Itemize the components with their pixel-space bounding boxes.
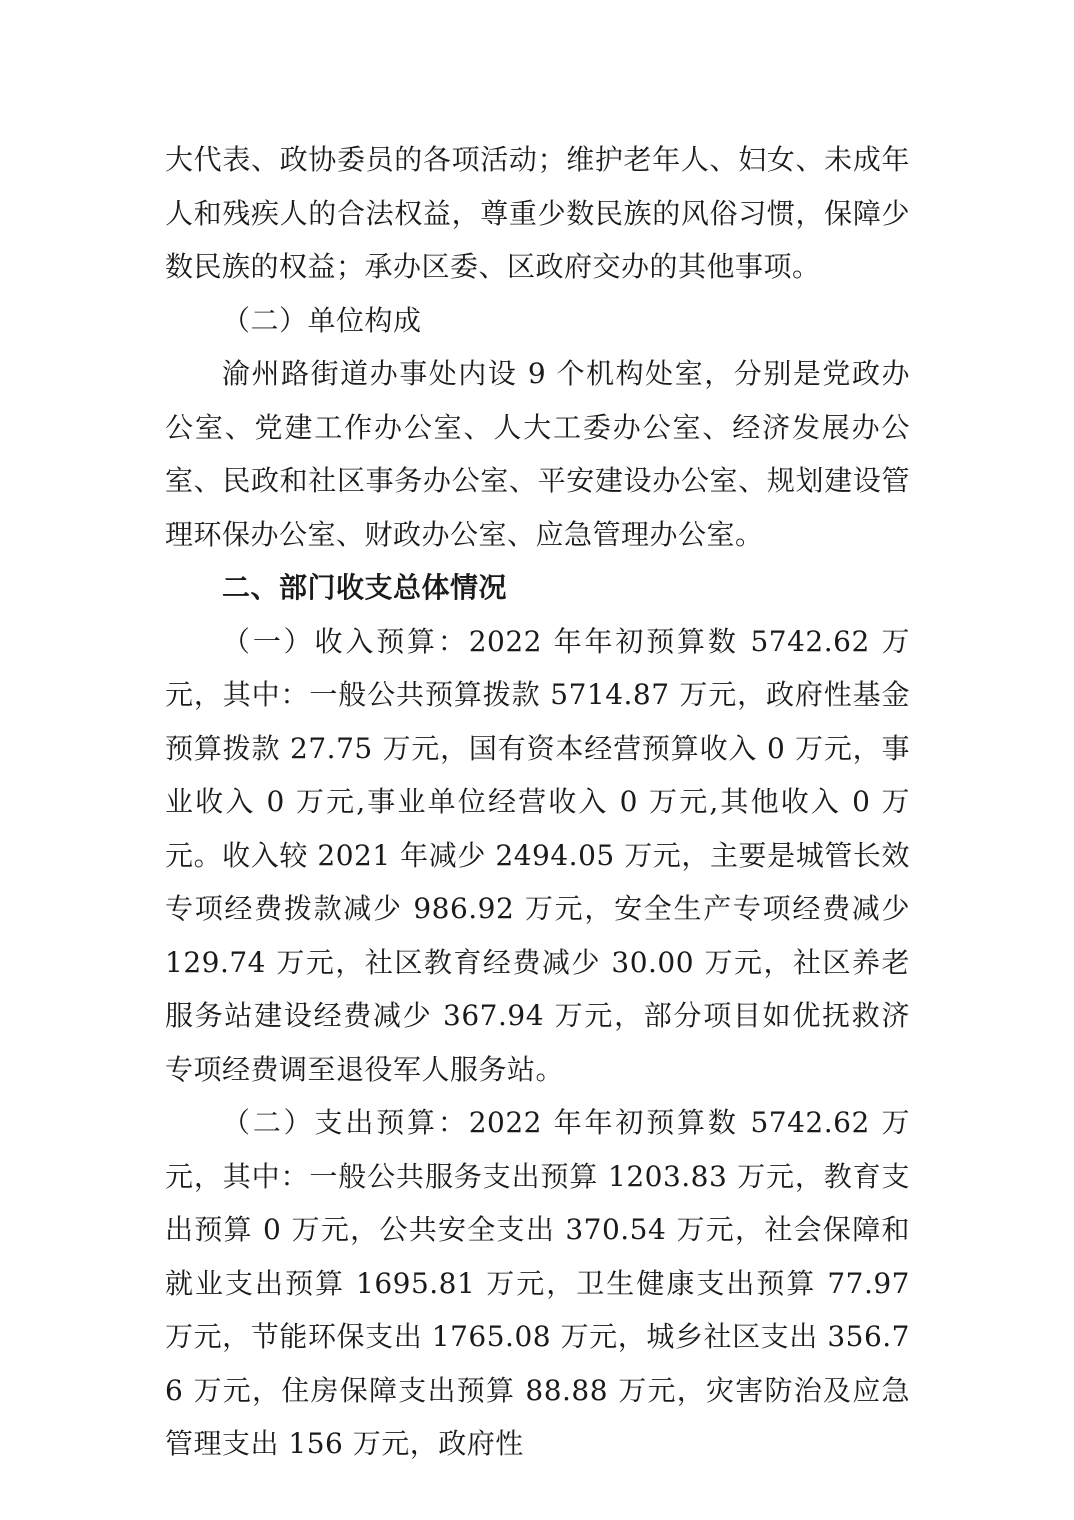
paragraph-duties-continued: 大代表、政协委员的各项活动；维护老年人、妇女、未成年人和残疾人的合法权益，尊重少数民族的风俗习惯，保障少数民族的权益；承办区委、区政府交办的其他事项。 xyxy=(165,143,910,283)
paragraph-unit-composition: 渝州路街道办事处内设 9 个机构处室，分别是党政办公室、党建工作办公室、人大工委办公室、经济发展办公室、民政和社区事务办公室、平安建设办公室、规划建设管理环保办公室、财政办公室、应急管理办公室。 xyxy=(165,357,910,551)
document-body xyxy=(165,133,910,1471)
paragraph-expenditure-budget: （二）支出预算：2022 年年初预算数 5742.62 万元，其中：一般公共服务支出预算 1203.83 万元，教育支出预算 0 万元，公共安全支出 370.54 万元，社会保障和就业支出预算 1695.81 万元，卫生健康支出预算 77.97 万元，节能环保支出 1765.08 万元，城乡社区支出 356.76 万元，住房保障支出预算 88.88 万元，灾害防治及应急管理支出 156 万元，政府性 xyxy=(165,1106,910,1460)
section-heading-revenue-expenditure: 二、部门收支总体情况 xyxy=(222,571,508,604)
paragraph-revenue-budget: （一）收入预算：2022 年年初预算数 5742.62 万元，其中：一般公共预算拨款 5714.87 万元，政府性基金预算拨款 27.75 万元，国有资本经营预算收入 0 万元，事业收入 0 万元,事业单位经营收入 0 万元,其他收入 0 万元。收入较 2021 年减少 2494.05 万元，主要是城管长效专项经费拨款减少 986.92 万元，安全生产专项经费减少 129.74 万元，社区教育经费减少 30.00 万元，社区养老服务站建设经费减少 367.94 万元，部分项目如优抚救济专项经费调至退役军人服务站。 xyxy=(165,624,910,1086)
subheading-unit-composition: （二）单位构成 xyxy=(222,303,422,337)
